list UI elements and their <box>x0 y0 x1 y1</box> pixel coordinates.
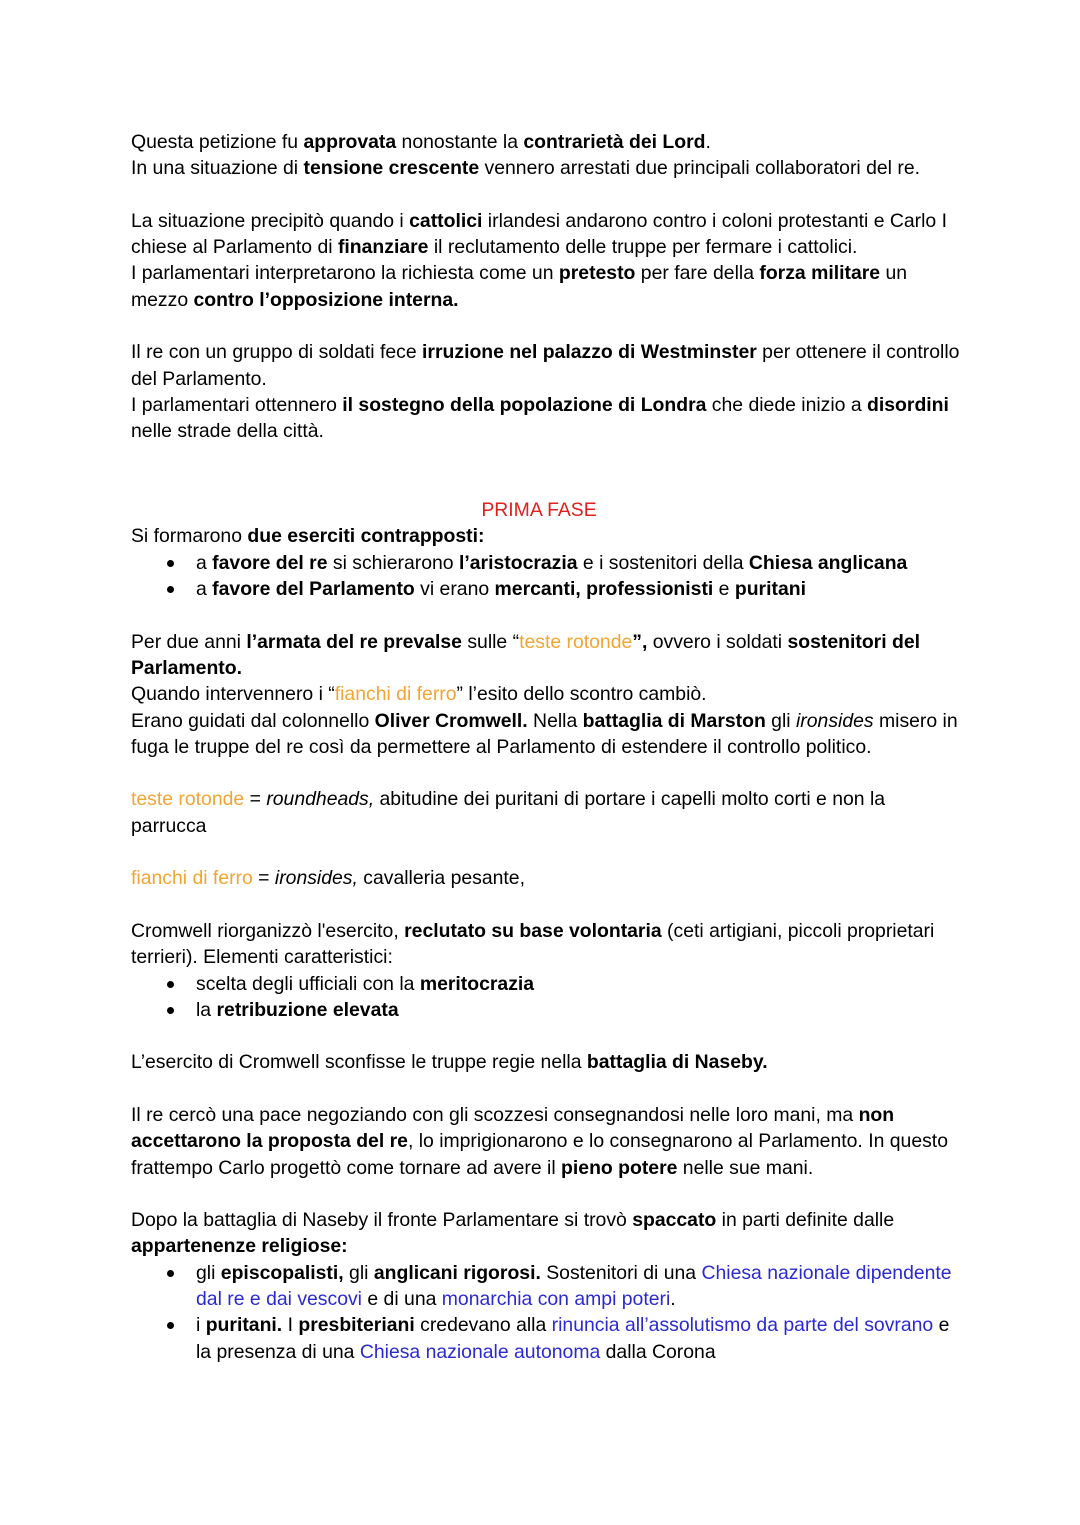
list-item: a favore del Parlamento vi erano mercanti, professionisti e puritani <box>196 576 961 602</box>
paragraph-ironsides: Quando intervennero i “fianchi di ferro” l’esito dello scontro cambiò. <box>131 683 707 706</box>
highlight-term: teste rotonde <box>131 788 245 811</box>
armies-list <box>131 550 961 603</box>
paragraph-army-reform: Cromwell riorganizzò l'esercito, reclutato su base volontaria (ceti artigiani, piccoli proprietari terrieri). Elementi caratteristici: <box>131 919 935 969</box>
spacer <box>131 445 961 498</box>
spacer <box>131 182 961 208</box>
spacer <box>131 313 961 339</box>
religious-factions-list <box>131 1260 961 1365</box>
spacer <box>131 1181 961 1207</box>
paragraph-roundheads: Per due anni l’armata del re prevalse sulle “teste rotonde”, ovvero i soldati sostenitori del Parlamento. <box>131 630 921 679</box>
paragraph-london: I parlamentari ottennero il sostegno della popolazione di Londra che diede inizio a disordini nelle strade della città. <box>131 393 949 443</box>
highlight-term: fianchi di ferro <box>131 867 253 890</box>
spacer <box>131 602 961 628</box>
paragraph-naseby: L’esercito di Cromwell sconfisse le truppe regie nella battaglia di Naseby. <box>131 1051 768 1074</box>
paragraph-pretext: I parlamentari interpretarono la richiesta come un pretesto per fare della forza militare un mezzo contro l’opposizione interna. <box>131 262 908 311</box>
spacer <box>131 839 961 865</box>
document-page <box>131 129 961 1365</box>
definition-roundheads: teste rotonde = roundheads, abitudine dei puritani di portare i capelli molto corti e non la parrucca <box>131 788 886 837</box>
paragraph-catholics: La situazione precipitò quando i cattolici irlandesi andarono contro i coloni protestanti e Carlo I chiese al Parlamento di finanziare il reclutamento delle truppe per fermare i cattolici. <box>131 209 947 259</box>
list-item: gli episcopalisti, gli anglicani rigorosi. Sostenitori di una Chiesa nazionale dipendente dal re e dai vescovi e di una monarchia con ampi poteri. <box>196 1260 961 1313</box>
paragraph-tension: In una situazione di tensione crescente vennero arrestati due principali collaboratori del re. <box>131 157 920 180</box>
section-heading: PRIMA FASE <box>481 499 597 522</box>
highlight-term: rinuncia all’assolutismo da parte del sovrano <box>551 1314 934 1337</box>
highlight-term: fianchi di ferro <box>334 683 457 706</box>
paragraph-two-armies: Si formarono due eserciti contrapposti: <box>131 525 485 548</box>
list-item: la retribuzione elevata <box>196 997 961 1023</box>
paragraph-petition: Questa petizione fu approvata nonostante la contrarietà dei Lord. <box>131 131 711 153</box>
paragraph-scots: Il re cercò una pace negoziando con gli scozzesi consegnandosi nelle loro mani, ma non accettarono la proposta del re, lo imprigionarono e lo consegnarono al Parlamento. In questo frattempo Carlo progettò come tornare ad avere il pieno potere nelle sue mani. <box>131 1103 948 1179</box>
highlight-term: teste rotonde <box>519 630 633 653</box>
paragraph-cromwell: Erano guidati dal colonnello Oliver Cromwell. Nella battaglia di Marston gli ironsides misero in fuga le truppe del re così da permettere al Parlamento di estendere il controllo politico. <box>131 709 958 758</box>
highlight-term: monarchia con ampi poteri <box>441 1288 671 1311</box>
list-item: a favore del re si schierarono l’aristocrazia e i sostenitori della Chiesa anglicana <box>196 550 961 576</box>
paragraph-split-front: Dopo la battaglia di Naseby il fronte Parlamentare si trovò spaccato in parti definite dalle appartenenze religiose: <box>131 1209 895 1258</box>
definition-ironsides: fianchi di ferro = ironsides, cavalleria pesante, <box>131 867 525 890</box>
highlight-term: Chiesa nazionale dipendente dal re e dai vescovi <box>196 1261 952 1311</box>
list-item: i puritani. I presbiteriani credevano alla rinuncia all’assolutismo da parte del sovrano e la presenza di una Chiesa nazionale autonoma dalla Corona <box>196 1312 961 1365</box>
army-features-list <box>131 971 961 1024</box>
list-item: scelta degli ufficiali con la meritocrazia <box>196 971 961 997</box>
spacer <box>131 760 961 786</box>
spacer <box>131 1023 961 1049</box>
spacer <box>131 892 961 918</box>
highlight-term: Chiesa nazionale autonoma <box>359 1340 601 1363</box>
paragraph-westminster: Il re con un gruppo di soldati fece irruzione nel palazzo di Westminster per ottenere il controllo del Parlamento. <box>131 341 960 390</box>
spacer <box>131 1076 961 1102</box>
